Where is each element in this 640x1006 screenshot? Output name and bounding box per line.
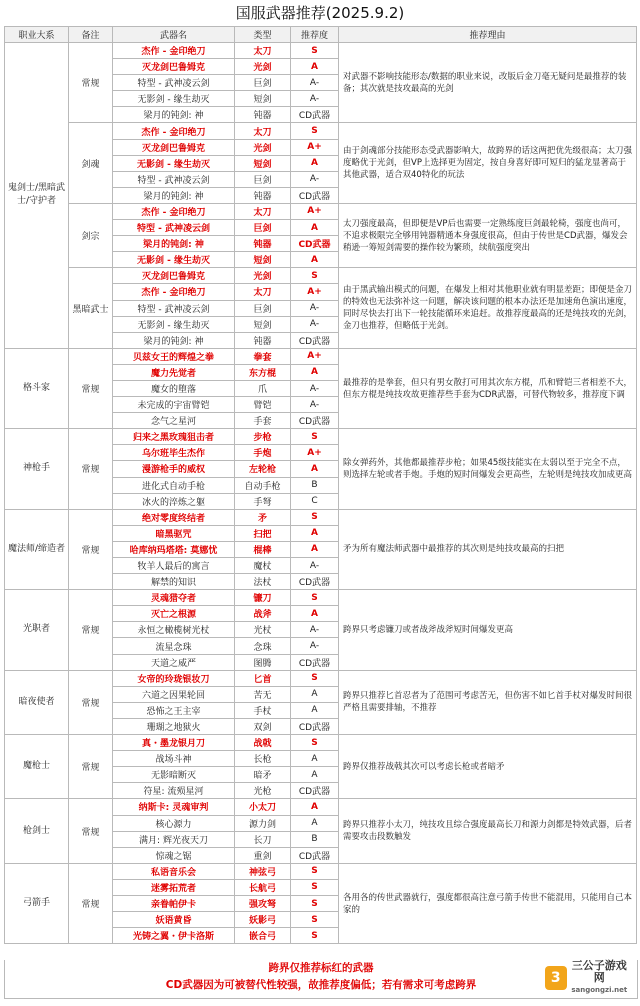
weapon-name-cell: 流星念珠 [113,638,235,654]
recommend-cell: CD武器 [291,107,339,123]
recommend-cell: S [291,928,339,944]
job-class-cell: 格斗家 [5,348,69,428]
job-class-cell: 枪剑士 [5,799,69,863]
weapon-type-cell: 手套 [235,413,291,429]
weapon-name-cell: 灵魂猎夺者 [113,590,235,606]
job-class-cell: 弓箭手 [5,863,69,943]
recommend-cell: A- [291,397,339,413]
recommend-cell: S [291,670,339,686]
table-row [5,43,637,59]
weapon-name-cell: 亲眷帕伊卡 [113,895,235,911]
reason-cell: 跨界只考虑镰刀或者战斧战斧短时间爆发更高 [339,590,637,670]
recommend-cell: A [291,252,339,268]
weapon-type-cell: 妖影弓 [235,912,291,928]
weapon-name-cell: 灭龙剑巴鲁姆克 [113,59,235,75]
note-cell: 剑魂 [69,123,113,203]
weapon-type-cell: 长刀 [235,831,291,847]
recommend-cell: A [291,799,339,815]
weapon-type-cell: 长航弓 [235,879,291,895]
job-class-cell: 鬼剑士/黑暗武士/守护者 [5,43,69,349]
weapon-type-cell: 暗矛 [235,767,291,783]
weapon-name-cell: 无影剑 - 缘生劫灭 [113,155,235,171]
recommend-cell: A- [291,171,339,187]
weapon-type-cell: 短剑 [235,316,291,332]
recommend-cell: A- [291,316,339,332]
weapon-type-cell: 重剑 [235,847,291,863]
weapon-name-cell: 念气之星河 [113,413,235,429]
recommend-cell: CD武器 [291,574,339,590]
recommend-cell: B [291,831,339,847]
weapon-type-cell: 光杖 [235,622,291,638]
weapon-name-cell: 永恒之橄榄树光杖 [113,622,235,638]
weapon-name-cell: 乌尔班毕生杰作 [113,445,235,461]
weapon-type-cell: 图腾 [235,654,291,670]
recommend-cell: CD武器 [291,236,339,252]
weapon-name-cell: 惊魂之锯 [113,847,235,863]
weapon-type-cell: 步枪 [235,429,291,445]
recommend-cell: C [291,493,339,509]
recommend-cell: A+ [291,348,339,364]
reason-cell: 跨界只推荐小太刀，纯技攻且综合强度最高长刀和源力剑都是特效武器，后者需要攻击段数触发 [339,799,637,863]
weapon-name-cell: 进化式自动手枪 [113,477,235,493]
header-rec: 推荐度 [291,27,339,43]
weapon-type-cell: 镰刀 [235,590,291,606]
reason-cell: 各用各的传世武器就行，强度都很高注意弓箭手传世不能混用，只能用自己本家的 [339,863,637,943]
recommend-cell: S [291,912,339,928]
weapon-type-cell: 臂铠 [235,397,291,413]
table-row [5,799,637,815]
weapon-type-cell: 法杖 [235,574,291,590]
recommend-cell: CD武器 [291,413,339,429]
recommend-cell: S [291,268,339,284]
weapon-type-cell: 念珠 [235,638,291,654]
footer-note [4,960,638,999]
table-row [5,863,637,879]
footer-line-2: CD武器因为可被替代性较强，故推荐度偏低；若有需求可考虑跨界 [165,979,477,991]
recommend-cell: A+ [291,203,339,219]
recommend-cell: A [291,606,339,622]
table-body [5,43,637,944]
footer-line-1: 跨界仅推荐标红的武器 [268,962,374,974]
recommend-cell: A [291,220,339,236]
note-cell: 常规 [69,863,113,943]
weapon-name-cell: 杰作 - 金印绝刀 [113,43,235,59]
recommend-cell: A+ [291,445,339,461]
reason-cell: 太刀强度最高，但即便是VP后也需要一定熟练度巨剑最轮椅，强度也尚可，不追求极限完全够用钝器精通本身强度很高，但由于传世是CD武器，爆发会稍逊一筹短剑需要的操作较为繁琐，续航强度突出 [339,203,637,267]
reason-cell: 跨界只推荐匕首忍者为了范围可考虑苦无，但伤害不如匕首手杖对爆发时间很严格且需要排轴，不推荐 [339,670,637,734]
table-row [5,735,637,751]
recommend-cell: A- [291,558,339,574]
header-reason: 推荐理由 [339,27,637,43]
recommend-cell: CD武器 [291,187,339,203]
recommend-cell: A- [291,91,339,107]
weapon-name-cell: 贝兹女王的辉煌之拳 [113,348,235,364]
logo-icon: 3 [545,966,567,990]
recommend-cell: A+ [291,139,339,155]
note-cell: 常规 [69,590,113,670]
weapon-name-cell: 杰作 - 金印绝刀 [113,123,235,139]
recommend-cell: A [291,815,339,831]
reason-cell: 对武器不影响技能形态/数据的职业来说，改版后金刀毫无疑问是最推荐的装备；其次就是技攻最高的光剑 [339,43,637,123]
reason-cell: 最推荐的是拳套，但只有男女散打可用其次东方棍，爪和臂铠三者相差不大，但东方棍是纯技攻故更推荐些手套为CDR武器，可替代物较多，推荐度下调 [339,348,637,428]
recommend-cell: S [291,879,339,895]
weapon-name-cell: 私语音乐会 [113,863,235,879]
table-row [5,348,637,364]
weapon-type-cell: 源力剑 [235,815,291,831]
job-class-cell: 光职者 [5,590,69,670]
weapon-name-cell: 满月: 辉光夜天刀 [113,831,235,847]
weapon-name-cell: 特型 - 武神凌云剑 [113,75,235,91]
reason-cell: 矛为所有魔法师武器中最推荐的其次则是纯技攻最高的扫把 [339,509,637,589]
weapon-type-cell: 钝器 [235,332,291,348]
weapon-type-cell: 小太刀 [235,799,291,815]
weapon-name-cell: 灭亡之根源 [113,606,235,622]
logo-text: 三公子游戏网 sangongzi.net [571,959,628,994]
recommend-cell: CD武器 [291,654,339,670]
weapon-type-cell: 巨剑 [235,220,291,236]
weapon-type-cell: 强攻弩 [235,895,291,911]
recommend-cell: S [291,509,339,525]
weapon-name-cell: 特型 - 武神凌云剑 [113,171,235,187]
weapon-name-cell: 战场斗神 [113,751,235,767]
weapon-name-cell: 妖语黄昏 [113,912,235,928]
weapon-name-cell: 牧羊人最后的寓言 [113,558,235,574]
weapon-name-cell: 无影剑 - 缘生劫灭 [113,316,235,332]
table-row [5,670,637,686]
recommend-cell: S [291,863,339,879]
header-note: 备注 [69,27,113,43]
recommend-cell: S [291,123,339,139]
weapon-type-cell: 短剑 [235,155,291,171]
recommend-cell: A+ [291,284,339,300]
weapon-type-cell: 东方棍 [235,364,291,380]
weapon-type-cell: 拳套 [235,348,291,364]
weapon-type-cell: 战斧 [235,606,291,622]
weapon-name-cell: 纳斯卡: 灵魂审判 [113,799,235,815]
reason-cell: 由于黑武输出模式的问题，在爆发上相对其他职业就有明显差距；即便是金刀的特效也无法弥补这一问题，解决该问题的根本办法还是加速角色演出速度，同时尽快去打出下一轮技能循环来追赶。故推荐度最高的还是纯技攻的光剑，金刀也推荐，但略低于光剑。 [339,268,637,348]
weapon-name-cell: 迷雾拓荒者 [113,879,235,895]
weapon-type-cell: 神弦弓 [235,863,291,879]
recommend-cell: A [291,59,339,75]
table-row [5,268,637,284]
note-cell: 常规 [69,348,113,428]
recommend-cell: A [291,525,339,541]
weapon-name-cell: 梁月的钝剑: 神 [113,187,235,203]
recommend-cell: B [291,477,339,493]
recommend-cell: A [291,767,339,783]
weapon-type-cell: 嵌合弓 [235,928,291,944]
weapon-name-cell: 漫游枪手的威权 [113,461,235,477]
recommend-cell: S [291,735,339,751]
recommend-cell: A- [291,75,339,91]
weapon-type-cell: 长枪 [235,751,291,767]
weapon-name-cell: 女帝的玲珑银妆刀 [113,670,235,686]
weapon-name-cell: 核心源力 [113,815,235,831]
job-class-cell: 魔枪士 [5,735,69,799]
recommend-cell: A- [291,380,339,396]
reason-cell: 除女弹药外，其他都最推荐步枪；如果45级技能实在太弱以至于完全不点，则选择左轮或者手炮。手炮的短时间爆发会更高些，左轮则是纯技攻加成更高 [339,429,637,509]
weapon-type-cell: 自动手枪 [235,477,291,493]
reason-cell: 由于剑魂部分技能形态受武器影响大，故跨界的话这两把优先级很高；太刀强度略优于光剑，但VP上选择更为固定，按自身喜好即可短归的猛龙显著高于其他武器，适合双40特化的玩法 [339,123,637,203]
weapon-name-cell: 暗黑驱咒 [113,525,235,541]
site-logo [545,959,629,994]
weapon-type-cell: 扫把 [235,525,291,541]
weapon-name-cell: 无影剑 - 缘生劫灭 [113,91,235,107]
note-cell: 常规 [69,670,113,734]
weapon-type-cell: 手炮 [235,445,291,461]
table-row [5,590,637,606]
weapon-name-cell: 无影暗断灭 [113,767,235,783]
weapon-type-cell: 巨剑 [235,171,291,187]
weapon-name-cell: 灭龙剑巴鲁姆克 [113,139,235,155]
weapon-type-cell: 棍棒 [235,541,291,557]
weapon-name-cell: 灭龙剑巴鲁姆克 [113,268,235,284]
recommend-cell: CD武器 [291,847,339,863]
note-cell: 常规 [69,799,113,863]
weapon-type-cell: 太刀 [235,43,291,59]
recommend-cell: A [291,686,339,702]
weapon-type-cell: 手弩 [235,493,291,509]
weapon-name-cell: 未完成的宇宙臂铠 [113,397,235,413]
weapon-type-cell: 左轮枪 [235,461,291,477]
page-title: 国服武器推荐(2025.9.2) [235,4,405,22]
note-cell: 常规 [69,429,113,509]
weapon-type-cell: 太刀 [235,284,291,300]
note-cell: 常规 [69,509,113,589]
table-row [5,429,637,445]
recommend-cell: A- [291,622,339,638]
weapon-name-cell: 特型 - 武神凌云剑 [113,220,235,236]
weapon-type-cell: 战戟 [235,735,291,751]
weapon-type-cell: 苦无 [235,686,291,702]
weapon-name-cell: 梁月的钝剑: 神 [113,107,235,123]
recommend-cell: A [291,751,339,767]
weapon-name-cell: 解禁的知识 [113,574,235,590]
recommend-cell: CD武器 [291,718,339,734]
weapon-type-cell: 太刀 [235,123,291,139]
recommend-cell: S [291,895,339,911]
job-class-cell: 暗夜使者 [5,670,69,734]
job-class-cell: 神枪手 [5,429,69,509]
recommend-cell: S [291,590,339,606]
weapon-name-cell: 哈库纳玛塔塔: 莫娜忧 [113,541,235,557]
note-cell: 黑暗武士 [69,268,113,348]
recommend-cell: A- [291,638,339,654]
weapon-type-cell: 光枪 [235,783,291,799]
note-cell: 常规 [69,735,113,799]
weapon-type-cell: 魔杖 [235,558,291,574]
weapon-type-cell: 光剑 [235,59,291,75]
weapon-type-cell: 短剑 [235,252,291,268]
weapon-type-cell: 巨剑 [235,75,291,91]
weapon-name-cell: 真・墨龙银月刀 [113,735,235,751]
weapon-type-cell: 太刀 [235,203,291,219]
weapon-name-cell: 恐怖之王主宰 [113,702,235,718]
weapon-type-cell: 钝器 [235,236,291,252]
recommend-cell: CD武器 [291,332,339,348]
header-weapon: 武器名 [113,27,235,43]
note-cell: 常规 [69,43,113,123]
weapon-name-cell: 杰作 - 金印绝刀 [113,284,235,300]
recommend-cell: A- [291,300,339,316]
recommend-cell: CD武器 [291,783,339,799]
weapon-type-cell: 钝器 [235,107,291,123]
weapon-type-cell: 矛 [235,509,291,525]
weapon-name-cell: 绝对零度终结者 [113,509,235,525]
weapon-name-cell: 六道之因果轮回 [113,686,235,702]
table-row [5,203,637,219]
weapon-name-cell: 梁月的钝剑: 神 [113,236,235,252]
weapon-type-cell: 手杖 [235,702,291,718]
weapon-type-cell: 匕首 [235,670,291,686]
recommend-cell: A [291,461,339,477]
weapon-name-cell: 无影剑 - 缘生劫灭 [113,252,235,268]
weapon-name-cell: 梁月的钝剑: 神 [113,332,235,348]
table-row [5,509,637,525]
weapon-name-cell: 魔女的堕落 [113,380,235,396]
reason-cell: 跨界仅推荐战戟其次可以考虑长枪或者暗矛 [339,735,637,799]
recommend-cell: A [291,702,339,718]
header-row [5,27,637,43]
header-type: 类型 [235,27,291,43]
weapon-name-cell: 杰作 - 金印绝刀 [113,203,235,219]
weapon-type-cell: 光剑 [235,139,291,155]
note-cell: 剑宗 [69,203,113,267]
recommend-cell: A [291,155,339,171]
weapon-name-cell: 魔力先觉者 [113,364,235,380]
job-class-cell: 魔法师/缔造者 [5,509,69,589]
header-job: 职业大系 [5,27,69,43]
weapon-name-cell: 光铸之翼・伊卡洛斯 [113,928,235,944]
recommend-cell: S [291,429,339,445]
weapon-name-cell: 天道之威严 [113,654,235,670]
weapon-type-cell: 光剑 [235,268,291,284]
weapon-name-cell: 冰火的淬炼之躯 [113,493,235,509]
weapon-name-cell: 特型 - 武神凌云剑 [113,300,235,316]
weapon-type-cell: 钝器 [235,187,291,203]
weapon-name-cell: 归来之黑玫瑰狙击者 [113,429,235,445]
weapon-type-cell: 爪 [235,380,291,396]
recommend-cell: A [291,364,339,380]
table-row [5,123,637,139]
recommend-cell: A [291,541,339,557]
weapon-type-cell: 短剑 [235,91,291,107]
weapon-name-cell: 符星: 流殒星河 [113,783,235,799]
weapon-type-cell: 双剑 [235,718,291,734]
weapon-type-cell: 巨剑 [235,300,291,316]
recommend-cell: S [291,43,339,59]
weapon-name-cell: 珊瑚之地狱火 [113,718,235,734]
weapon-table [4,26,637,944]
